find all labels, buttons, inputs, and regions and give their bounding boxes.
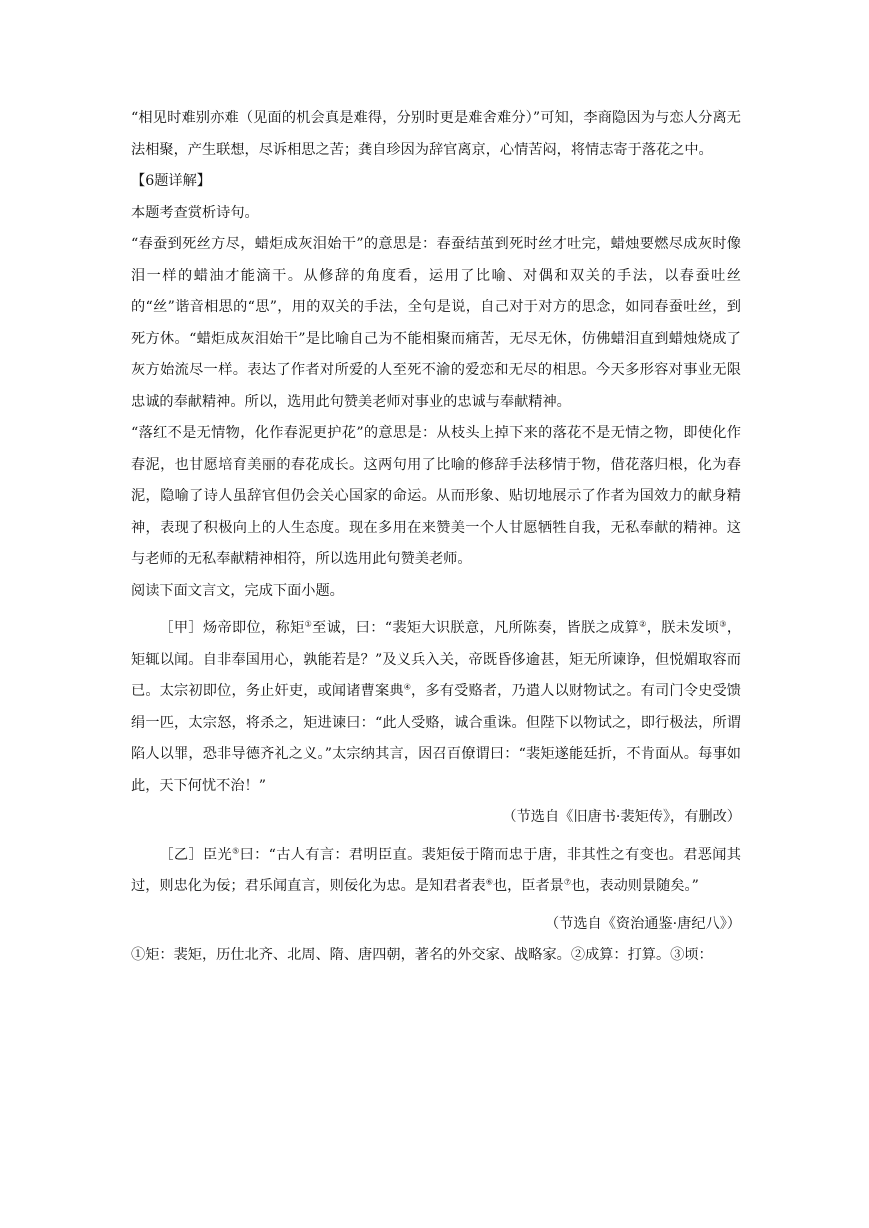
footnote-marker: ④ <box>403 682 412 692</box>
paragraph-analysis-fallen-petals: “落红不是无情物，化作春泥更护花”的意思是：从枝头上掉下来的落花不是无情之物，即使化作春泥，也甘愿培育美丽的春花成长。这两句用了比喻的修辞手法移情于物，借花落归根，化为春泥，隐喻了诗人虽辞官但仍会关心国家的命运。从而形象、贴切地展示了作者为国效力的献身精神，表现了积极向上的人生态度。现在多用在来赞美一个人甘愿牺牲自我，无私奉献的精神。这与老师的无私奉献精神相符，所以选用此句赞美老师。 <box>131 425 741 567</box>
paragraph-conclusion: “相见时难别亦难（见面的机会真是难得，分别时更是难舍难分）”可知，李商隐因为与恋人分离无法相聚，产生联想，尽诉相思之苦；龚自珍因为辞官离京，心情苦闷，将情志寄于落花之中。 <box>131 110 741 158</box>
source-citation-jia: （节选自《旧唐书·裴矩传》，有删改） <box>502 809 741 825</box>
classical-text-jia: ［甲］炀帝即位，称矩①至诚，曰：“裴矩大识朕意，凡所陈奏，皆朕之成算②，朕未发顷③，矩辄以闻。自非奉国用心，孰能若是？”及义兵入关，帝既昏侈逾甚，矩无所谏诤，但悦媚取容而已。太宗初即位，务止奸吏，或闻诸曹案典④，多有受赂者，乃遣人以财物试之。有司门令史受馈绢一匹，太宗怒，将杀之，矩进谏曰：“此人受赂，诚合重诛。但陛下以物试之，即行极法，所谓陷人以罪，恐非导德齐礼之义。”太宗纳其言，因召百僚谓曰：“裴矩遂能廷折，不肯面从。每事如此，天下何忧不治！” <box>131 619 742 794</box>
footnote-marker: ① <box>304 619 313 629</box>
paragraph-analysis-silkworm: “春蚕到死丝方尽，蜡炬成灰泪始干”的意思是：春蚕结茧到死时丝才吐完，蜡烛要燃尽成灰时像泪一样的蜡油才能滴干。从修辞的角度看，运用了比喻、对偶和双关的手法，以春蚕吐丝的“丝”谐音相思的“思”，用的双关的手法，全句是说，自己对于对方的思念，如同春蚕吐丝，到死方休。“蜡炬成灰泪始干”是比喻自己为不能相聚而痛苦，无尽无休，仿佛蜡泪直到蜡烛烧成了灰方始流尽一样。表达了作者对所爱的人至死不渝的爱恋和无尽的相思。今天多形容对事业无限忠诚的奉献精神。所以，选用此句赞美老师对事业的忠诚与奉献精神。 <box>131 236 741 410</box>
reading-instruction: 阅读下面文言文，完成下面小题。 <box>131 582 344 599</box>
footnotes: ①矩：裴矩，历仕北齐、北周、隋、唐四朝，著名的外交家、战略家。②成算：打算。③顷： <box>131 947 713 963</box>
classical-text-yi: ［乙］臣光⑤曰：“古人有言：君明臣直。裴矩佞于隋而忠于唐，非其性之有变也。君恶闻其过，则忠化为佞；君乐闻直言，则佞化为忠。是知君者表⑥也，臣者景⑦也，表动则景随矣。” <box>131 845 741 894</box>
footnote-marker: ⑦ <box>563 877 571 887</box>
footnote-marker: ② <box>639 619 647 629</box>
document-body <box>131 103 741 972</box>
footnote-marker: ⑥ <box>485 877 493 887</box>
section-heading-q6: 【6题详解】 <box>131 173 211 189</box>
source-citation-yi: （节选自《资治通鉴·唐纪八》） <box>544 915 741 932</box>
footnote-marker: ⑤ <box>232 845 240 855</box>
paragraph-topic: 本题考查赏析诗句。 <box>131 204 259 221</box>
footnote-marker: ③ <box>719 619 727 629</box>
